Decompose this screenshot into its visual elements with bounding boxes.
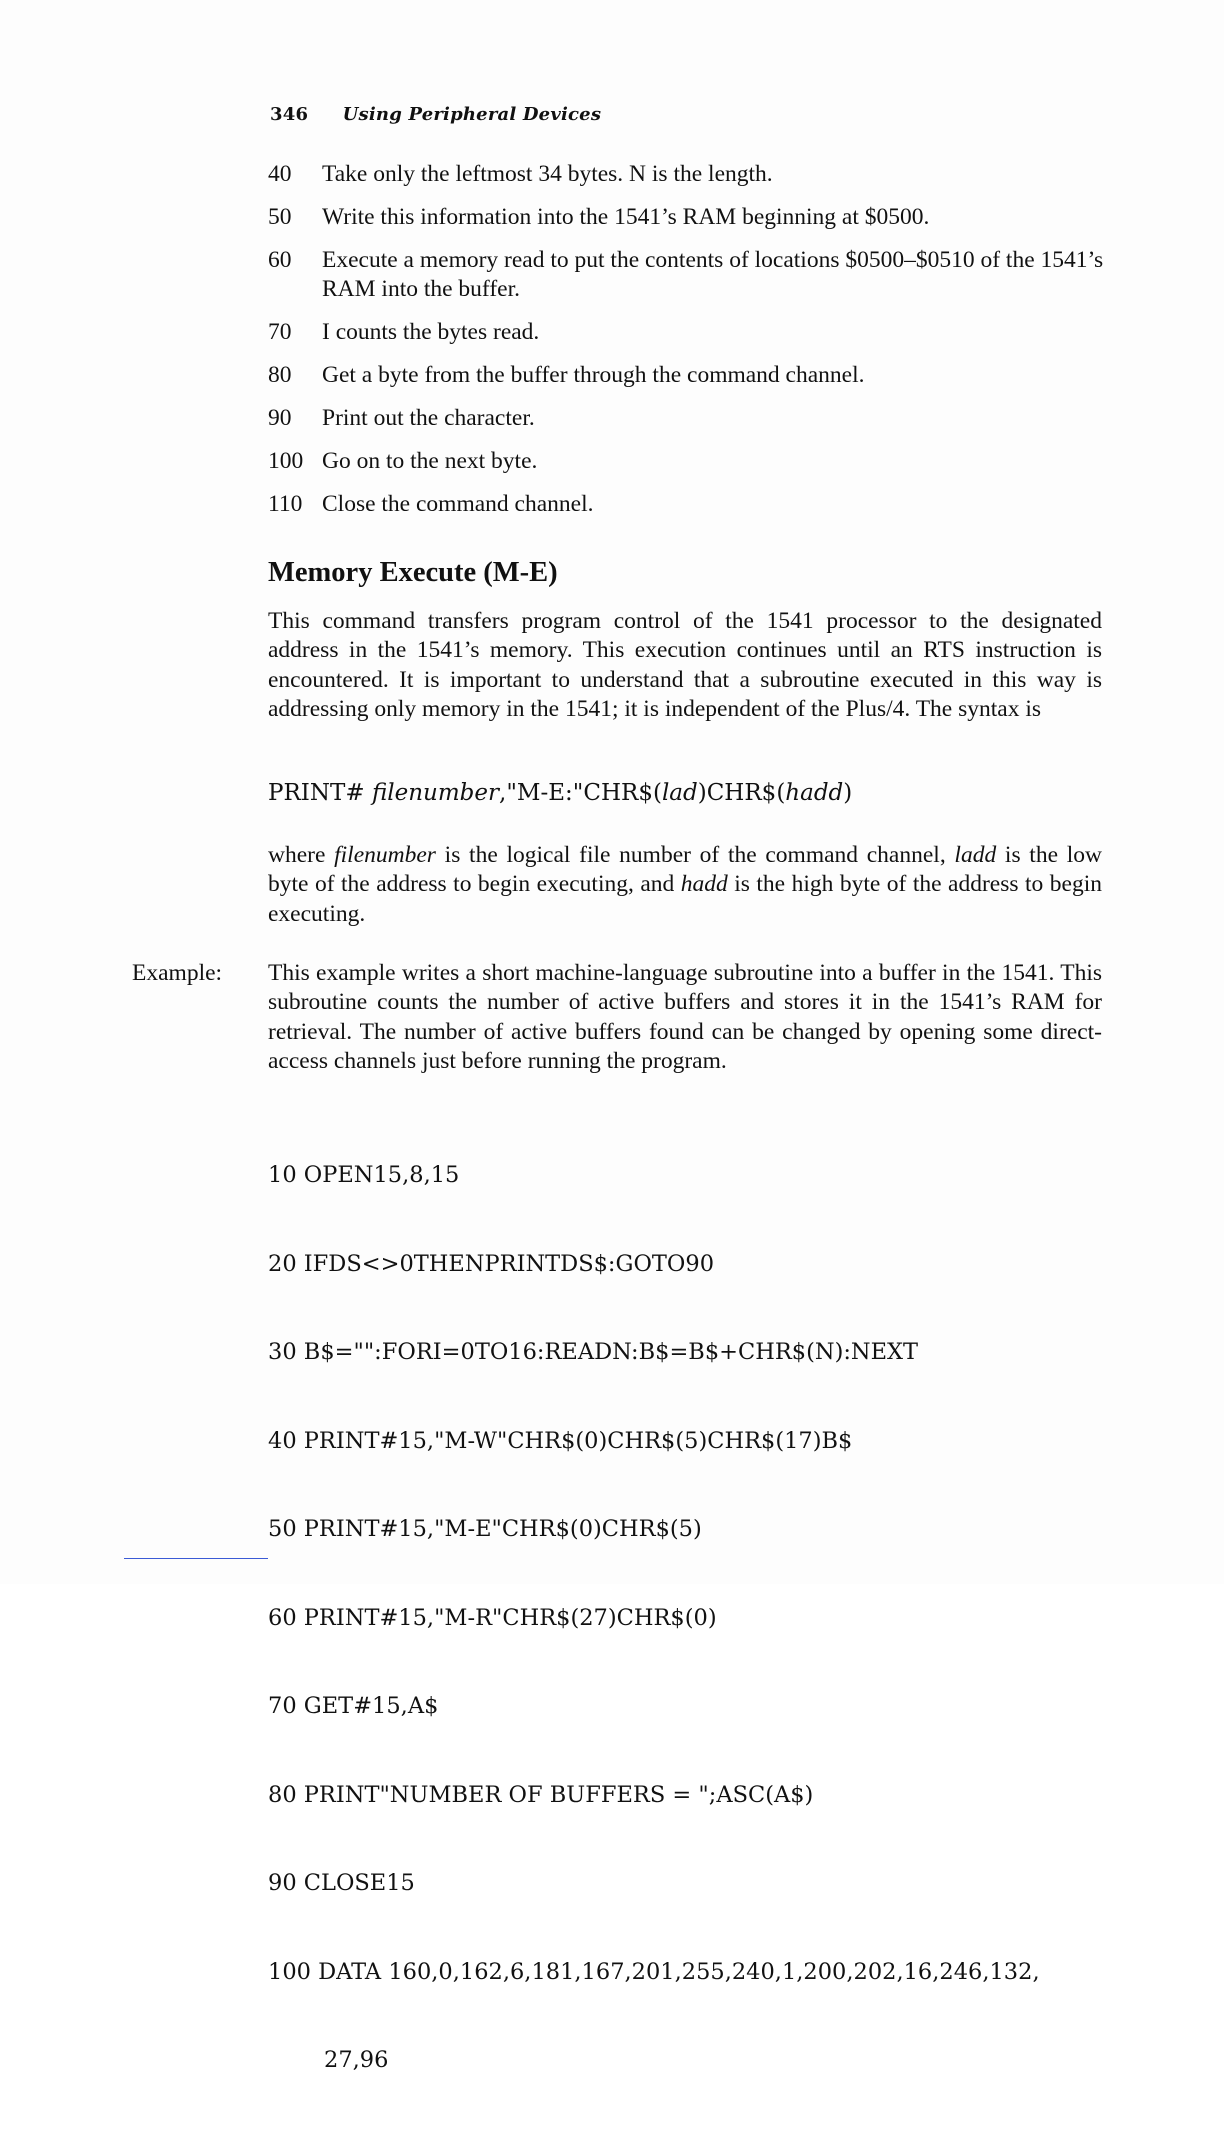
line-note (268, 490, 1108, 519)
where-hadd: hadd (680, 871, 728, 898)
line-note-text: Execute a memory read to put the contents of locations $0500–$0510 of the 1541’s RAM into the buffer. (322, 247, 1104, 302)
code-line: 20 IFDS<>0THENPRINTDS$:GOTO90 (268, 1250, 715, 1277)
where-text: is the high byte of the address to begin executing. (268, 871, 1102, 927)
where-text: is the logical file number of the command channel, (435, 842, 955, 868)
line-note-text: Get a byte from the buffer through the command channel. (322, 362, 865, 388)
code-line: 10 OPEN15,8,15 (268, 1162, 460, 1188)
example-label: Example: (132, 960, 223, 986)
line-note (268, 361, 1108, 390)
intro-paragraph: This command transfers program control of the 1541 processor to the designated address in the 1541’s memory. This execution continues until an RTS instruction is encountered. It is important to understand that a subroutine executed in this way is addressing only memory in the 1541; it is independent of the Plus/4. The syntax is (268, 608, 1102, 722)
line-note-number: 80 (268, 362, 292, 388)
line-note (268, 160, 1108, 189)
header-title: Using Peripheral Devices (342, 104, 602, 125)
syntax-ladd: lad (661, 780, 698, 806)
line-note-number: 40 (268, 161, 292, 187)
line-note-text: I counts the bytes read. (322, 319, 540, 345)
where-paragraph (268, 841, 1102, 929)
line-notes-list (268, 160, 1108, 533)
code-line: 40 PRINT#15,"M-W"CHR$(0)CHR$(5)CHR$(17)B$ (268, 1427, 853, 1454)
line-note-text: Write this information into the 1541’s RAM beginning at $0500. (322, 204, 930, 230)
line-note-number: 70 (268, 319, 292, 345)
running-header (270, 104, 601, 125)
code-line: 70 GET#15,A$ (268, 1693, 439, 1719)
program-listing (268, 1102, 1118, 2135)
syntax-line (268, 780, 852, 806)
line-note (268, 203, 1108, 232)
line-note-text: Go on to the next byte. (322, 448, 538, 474)
line-note-text: Close the command channel. (322, 491, 594, 517)
syntax-hadd: hadd (785, 780, 844, 806)
code-line: 80 PRINT"NUMBER OF BUFFERS = ";ASC(A$) (268, 1781, 814, 1808)
code-line: 90 CLOSE15 (268, 1870, 415, 1896)
line-note-number: 110 (268, 491, 303, 517)
where-text: where (268, 842, 335, 868)
line-note-number: 50 (268, 204, 292, 230)
syntax-middle2: )CHR$( (697, 780, 786, 806)
code-line-continuation: 27,96 (324, 2047, 389, 2073)
code-line: 60 PRINT#15,"M-R"CHR$(27)CHR$(0) (268, 1604, 717, 1631)
line-note-number: 100 (268, 448, 304, 474)
code-line: 50 PRINT#15,"M-E"CHR$(0)CHR$(5) (268, 1516, 702, 1542)
line-note (268, 404, 1108, 433)
line-note-number: 60 (268, 247, 292, 273)
syntax-suffix: ) (843, 780, 853, 806)
code-line: 100 DATA 160,0,162,6,181,167,201,255,240,1,200,202,16,246,132, (268, 1958, 1040, 1985)
line-note (268, 246, 1108, 304)
line-note (268, 318, 1108, 347)
line-note-text: Take only the leftmost 34 bytes. N is the length. (322, 161, 773, 187)
code-line: 30 B$="":FORI=0TO16:READN:B$=B$+CHR$(N):NEXT (268, 1339, 919, 1365)
syntax-middle: ,"M-E:"CHR$( (499, 780, 662, 806)
line-note-number: 90 (268, 405, 292, 431)
where-text: is the low byte of the address to begin executing, and (268, 842, 1102, 898)
example-paragraph: This example writes a short machine-language subroutine into a buffer in the 1541. This subroutine counts the number of active buffers and stores it in the 1541’s RAM for retrieval. The number of active buffers found can be changed by opening some direct-access channels just before running the program. (268, 960, 1102, 1074)
footnote-rule (124, 1558, 268, 1559)
where-ladd: ladd (954, 842, 997, 868)
section-heading: Memory Execute (M-E) (268, 557, 558, 588)
syntax-filenumber: filenumber (371, 780, 500, 806)
line-note (268, 447, 1108, 476)
syntax-prefix: PRINT# (268, 780, 372, 806)
line-note-text: Print out the character. (322, 405, 535, 431)
where-filenumber: filenumber (334, 842, 436, 868)
page-number: 346 (270, 104, 309, 125)
